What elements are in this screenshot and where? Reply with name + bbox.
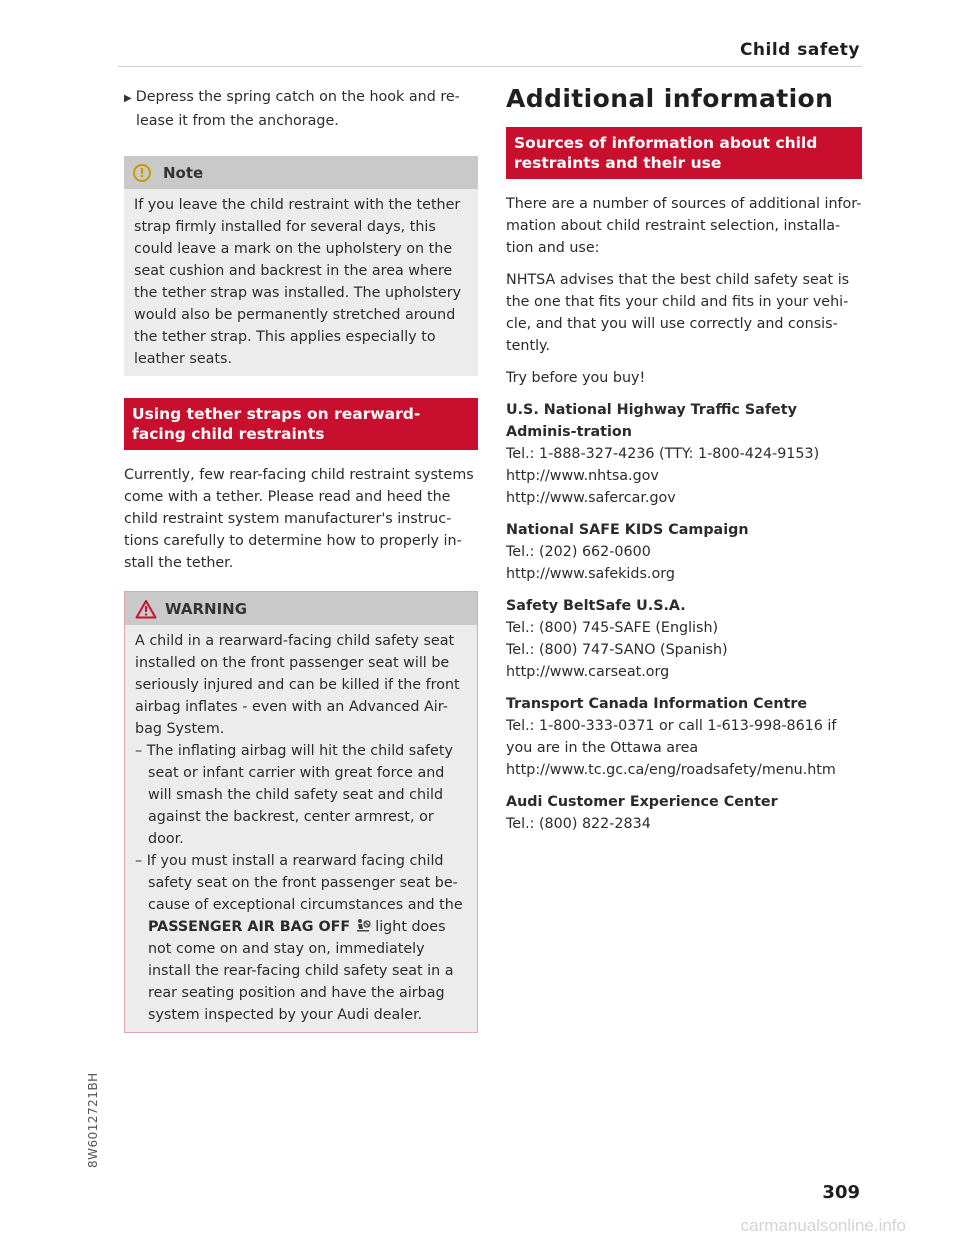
contact-block	[506, 595, 862, 683]
contact-link[interactable]: http://www.nhtsa.gov	[506, 468, 659, 484]
contact-line: Tel.: 1-888-327-4236 (TTY: 1-800-424-9153)	[506, 446, 820, 462]
right-column	[506, 84, 862, 835]
page-title: Additional information	[506, 84, 834, 113]
note-box	[124, 156, 478, 376]
warning-triangle-icon	[135, 599, 157, 619]
warning-body	[125, 625, 477, 1032]
header-rule	[118, 66, 862, 67]
warning-title: WARNING	[165, 599, 248, 618]
contact-line: Tel.: (800) 747-SANO (Spanish)	[506, 642, 728, 658]
contact-line: Tel.: (800) 822-2834	[506, 816, 651, 832]
contact-name: U.S. National Highway Traffic Safety Adminis-tration	[506, 402, 797, 440]
contact-block	[506, 693, 862, 781]
contact-name: Transport Canada Information Centre	[506, 696, 808, 712]
note-circle-icon: !	[133, 164, 151, 182]
warning-item: – If you must install a rearward facing child safety seat on the front passenger seat be-cause of exceptional circumstances and the PASSENGER AIR BAG OFF light does not come on and stay on, immediately install the rear-facing child safety seat in a rear seating position and have the airbag system inspected by your Audi dealer.	[135, 853, 463, 1023]
tether-paragraph: Currently, few rear-facing child restraint systems come with a tether. Please read and heed the child restraint system manufacturer's instruc-tions carefully to determine how to properly in-stall the tether.	[124, 467, 474, 571]
warning-item: – The inflating airbag will hit the child safety seat or infant carrier with great force and will smash the child safety seat and child against the backrest, center armrest, or door.	[135, 743, 453, 847]
warning-intro: A child in a rearward-facing child safety seat installed on the front passenger seat will be seriously injured and can be killed if the front airbag inflates - even with an Advanced Air-bag System.	[135, 633, 460, 737]
note-body	[124, 189, 478, 376]
try-before-buy: Try before you buy!	[506, 370, 646, 386]
contact-block	[506, 399, 862, 509]
document-code: 8W6012721BH	[86, 1072, 100, 1168]
note-text: If you leave the child restraint with the tether strap firmly installed for several days, this could leave a mark on the upholstery on the seat cushion and backrest in the area where the tether strap was installed. The upholstery would also be permanently stretched around the tether strap. This applies especially to leather seats.	[134, 197, 462, 367]
contact-line: Tel.: (800) 745-SAFE (English)	[506, 620, 719, 636]
section-title: Child safety	[739, 40, 860, 60]
contact-line: Tel.: 1-800-333-0371 or call 1-613-998-8616 if you are in the Ottawa area	[506, 718, 837, 756]
contact-link[interactable]: http://www.safekids.org	[506, 566, 675, 582]
contact-block	[506, 791, 862, 835]
note-header	[124, 156, 478, 189]
contact-name: National SAFE KIDS Campaign	[506, 522, 749, 538]
contact-line: Tel.: (202) 662-0600	[506, 544, 651, 560]
contact-link[interactable]: http://www.tc.gc.ca/eng/roadsafety/menu.htm	[506, 762, 836, 778]
sources-heading: Sources of information about child restraints and their use	[506, 127, 862, 179]
triangle-bullet-icon: ▶	[124, 93, 132, 104]
note-title: Note	[163, 163, 204, 182]
contact-link[interactable]: http://www.carseat.org	[506, 664, 670, 680]
warning-box	[124, 591, 478, 1033]
warning-item-text: If you must install a rearward facing child safety seat on the front passenger seat be-cause of exceptional circumstances and the	[146, 853, 463, 913]
contact-block	[506, 519, 862, 585]
airbag-off-label: PASSENGER AIR BAG OFF	[148, 919, 351, 935]
warning-item-text: The inflating airbag will hit the child safety seat or infant carrier with great force and will smash the child safety seat and child against the backrest, center armrest, or door.	[146, 743, 453, 847]
left-column	[124, 86, 478, 1033]
watermark: carmanualsonline.info	[740, 1216, 906, 1235]
nhtsa-advice: NHTSA advises that the best child safety seat is the one that fits your child and fits in your vehi-cle, and that you will use correctly and consis-tently.	[506, 272, 850, 354]
page-number: 309	[822, 1182, 860, 1203]
contact-list	[506, 399, 862, 835]
contact-name: Audi Customer Experience Center	[506, 794, 778, 810]
tether-heading: Using tether straps on rearward-facing child restraints	[124, 398, 478, 450]
passenger-airbag-off-icon	[355, 918, 371, 933]
sources-intro: There are a number of sources of additional infor-mation about child restraint selection, installa-tion and use:	[506, 196, 862, 256]
instruction-text: Depress the spring catch on the hook and re-lease it from the anchorage.	[135, 89, 460, 129]
contact-link[interactable]: http://www.safercar.gov	[506, 490, 676, 506]
contact-name: Safety BeltSafe U.S.A.	[506, 598, 686, 614]
warning-item-text: light does not come on and stay on, immediately install the rear-facing child safety seat in a rear seating position and have the airbag system inspected by your Audi dealer.	[148, 919, 454, 1023]
instruction-step	[124, 86, 478, 132]
warning-header	[125, 592, 477, 625]
